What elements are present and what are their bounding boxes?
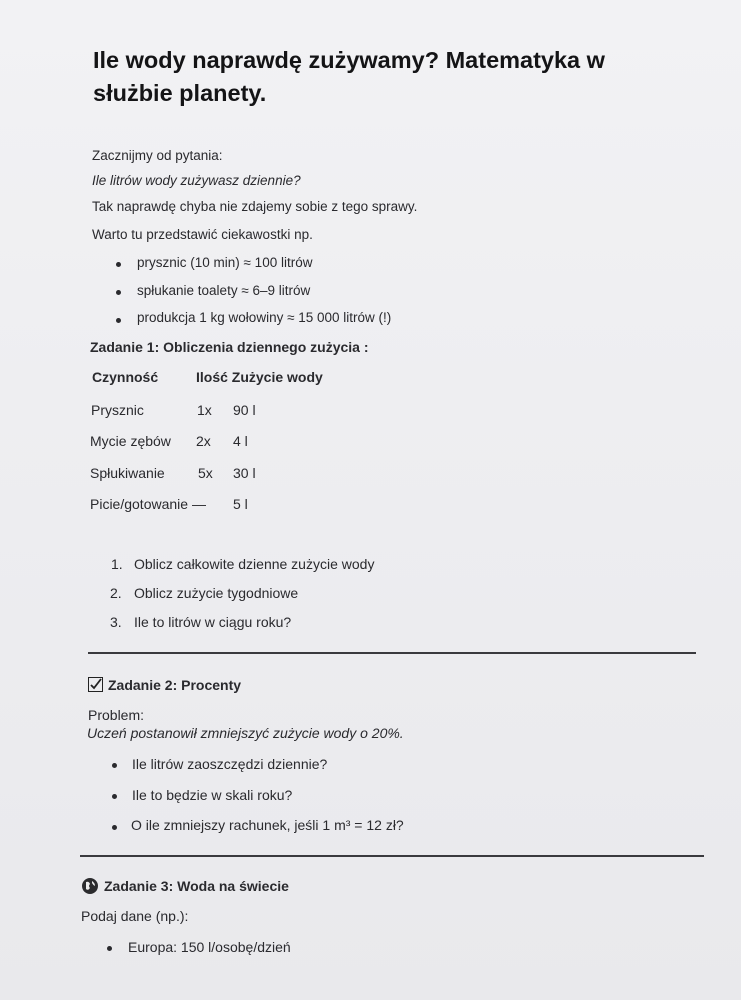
task2-item: O ile zmniejszy rachunek, jeśli 1 m³ = 12 zł?	[131, 817, 404, 833]
title-line-2: służbie planety.	[93, 80, 267, 106]
intro-question: Ile litrów wody zużywasz dziennie?	[92, 173, 301, 188]
task2-heading: Zadanie 2: Procenty	[108, 677, 242, 693]
task1-heading: Zadanie 1: Obliczenia dziennego zużycia :	[90, 339, 369, 355]
question-number: 3.	[110, 614, 122, 630]
bullet-dot	[112, 794, 117, 799]
bullet-dot	[116, 262, 121, 267]
row-usage: 5 l	[233, 496, 248, 512]
question-text: Oblicz zużycie tygodniowe	[134, 585, 299, 601]
fact-item: prysznic (10 min) ≈ 100 litrów	[137, 255, 313, 270]
question-text: Oblicz całkowite dzienne zużycie wody	[134, 556, 375, 572]
question-number: 2.	[110, 585, 122, 601]
problem-text: Uczeń postanowił zmniejszyć zużycie wody o 20%.	[87, 725, 404, 741]
fact-item: spłukanie toalety ≈ 6–9 litrów	[137, 283, 311, 298]
intro-line-1: Zacznijmy od pytania:	[92, 148, 223, 163]
checkbox-checked-icon	[88, 677, 103, 692]
row-activity: Prysznic	[91, 402, 144, 418]
intro-line-4: Warto tu przedstawić ciekawostki np.	[92, 227, 313, 242]
row-qty: 1x	[197, 402, 212, 418]
row-activity: Spłukiwanie	[90, 465, 165, 481]
divider	[80, 855, 704, 857]
task3-intro: Podaj dane (np.):	[81, 908, 189, 924]
title-line-1: Ile wody naprawdę zużywamy? Matematyka w	[93, 47, 605, 73]
question-text: Ile to litrów w ciągu roku?	[134, 614, 292, 630]
table-header-qty-usage: Ilość Zużycie wody	[196, 369, 323, 385]
table-header-activity: Czynność	[92, 369, 159, 385]
row-usage: 30 l	[233, 465, 256, 481]
bullet-dot	[112, 825, 117, 830]
bullet-dot	[112, 763, 117, 768]
globe-icon	[82, 878, 98, 894]
task3-item: Europa: 150 l/osobę/dzień	[128, 939, 291, 955]
row-usage: 4 l	[233, 433, 248, 449]
row-qty: 5x	[198, 465, 213, 481]
problem-label: Problem:	[88, 707, 145, 723]
row-qty: 2x	[196, 433, 211, 449]
bullet-dot	[107, 946, 112, 951]
row-usage: 90 l	[233, 402, 256, 418]
fact-item: produkcja 1 kg wołowiny ≈ 15 000 litrów (!)	[137, 310, 392, 325]
task2-item: Ile litrów zaoszczędzi dziennie?	[132, 756, 328, 772]
task3-heading: Zadanie 3: Woda na świecie	[104, 878, 289, 894]
page-title	[93, 44, 605, 110]
divider	[88, 652, 696, 654]
row-activity: Mycie zębów	[90, 433, 171, 449]
intro-line-3: Tak naprawdę chyba nie zdajemy sobie z tego sprawy.	[92, 199, 418, 214]
row-activity: Picie/gotowanie —	[90, 496, 206, 512]
task2-item: Ile to będzie w skali roku?	[132, 787, 293, 803]
bullet-dot	[116, 290, 121, 295]
bullet-dot	[116, 318, 121, 323]
question-number: 1.	[111, 556, 123, 572]
